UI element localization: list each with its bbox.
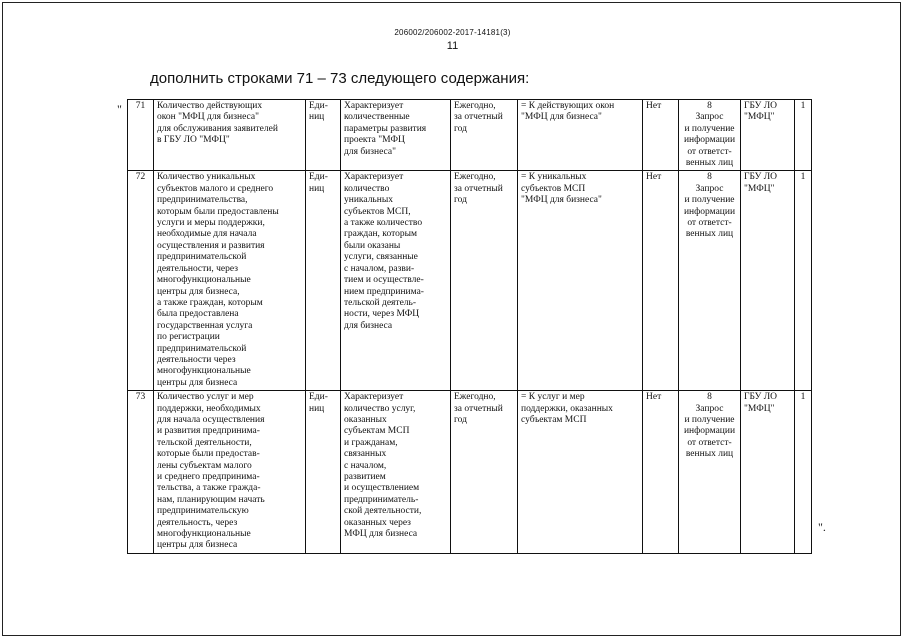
unit-cell: Еди- ниц bbox=[306, 171, 341, 391]
method-cell: 8 Запрос и получение информации от ответст- венных лиц bbox=[679, 391, 741, 554]
description-cell: Характеризует количественные параметры развития проекта "МФЦ для бизнеса" bbox=[341, 100, 451, 171]
row-number: 72 bbox=[128, 171, 154, 391]
indicator-name: Количество уникальных субъектов малого и среднего предпринимательства, которым были предоставлены услуги и меры поддержки, необходимые для начала осуществления и развития предпринимательской деятельности, через многофункциональные центры для бизнеса, а также граждан, которым была предоставлена государственная услуга по регистрации предпринимательской деятельности через многофункциональные центры для бизнеса bbox=[154, 171, 306, 391]
period-cell: Ежегодно, за отчетный год bbox=[451, 171, 518, 391]
description-cell: Характеризует количество уникальных субъектов МСП, а также количество граждан, которым были оказаны услуги, связанные с началом, разви- тием и осуществле- нием предпринима- тельской деятель- ности, через МФЦ для бизнеса bbox=[341, 171, 451, 391]
flag-cell: Нет bbox=[643, 391, 679, 554]
value-cell: 1 bbox=[795, 391, 812, 554]
opening-quote: " bbox=[117, 102, 122, 116]
unit-cell: Еди- ниц bbox=[306, 391, 341, 554]
closing-quote: ". bbox=[818, 520, 826, 534]
indicator-name: Количество действующих окон "МФЦ для бизнеса" для обслуживания заявителей в ГБУ ЛО "МФЦ" bbox=[154, 100, 306, 171]
page-number: 11 bbox=[446, 40, 459, 52]
intro-text: дополнить строками 71 – 73 следующего содержания: bbox=[150, 70, 530, 87]
method-cell: 8 Запрос и получение информации от ответст- венных лиц bbox=[679, 100, 741, 171]
formula-cell: = К уникальных субъектов МСП "МФЦ для бизнеса" bbox=[518, 171, 643, 391]
period-cell: Ежегодно, за отчетный год bbox=[451, 100, 518, 171]
formula-cell: = К действующих окон "МФЦ для бизнеса" bbox=[518, 100, 643, 171]
method-cell: 8 Запрос и получение информации от ответст- венных лиц bbox=[679, 171, 741, 391]
responsible-cell: ГБУ ЛО "МФЦ" bbox=[741, 391, 795, 554]
row-number: 71 bbox=[128, 100, 154, 171]
flag-cell: Нет bbox=[643, 171, 679, 391]
indicator-name: Количество услуг и мер поддержки, необходимых для начала осуществления и развития предпринима- тельской деятельности, которые были предостав- лены субъектам малого и среднего предпринима- тельства, а также гражда- нам, планирующим начать предпринимательскую деятельность, через многофункциональные центры для бизнеса bbox=[154, 391, 306, 554]
formula-cell: = К услуг и мер поддержки, оказанных субъектам МСП bbox=[518, 391, 643, 554]
description-cell: Характеризует количество услуг, оказанных субъектам МСП и гражданам, связанных с началом, развитием и осуществлением предприниматель- ской деятельности, оказанных через МФЦ для бизнеса bbox=[341, 391, 451, 554]
indicators-table bbox=[127, 99, 812, 554]
table-row bbox=[128, 100, 812, 171]
document-id: 206002/206002-2017-14181(3) bbox=[394, 28, 511, 37]
responsible-cell: ГБУ ЛО "МФЦ" bbox=[741, 100, 795, 171]
period-cell: Ежегодно, за отчетный год bbox=[451, 391, 518, 554]
table-row bbox=[128, 391, 812, 554]
row-number: 73 bbox=[128, 391, 154, 554]
table-row bbox=[128, 171, 812, 391]
flag-cell: Нет bbox=[643, 100, 679, 171]
unit-cell: Еди- ниц bbox=[306, 100, 341, 171]
value-cell: 1 bbox=[795, 171, 812, 391]
value-cell: 1 bbox=[795, 100, 812, 171]
responsible-cell: ГБУ ЛО "МФЦ" bbox=[741, 171, 795, 391]
